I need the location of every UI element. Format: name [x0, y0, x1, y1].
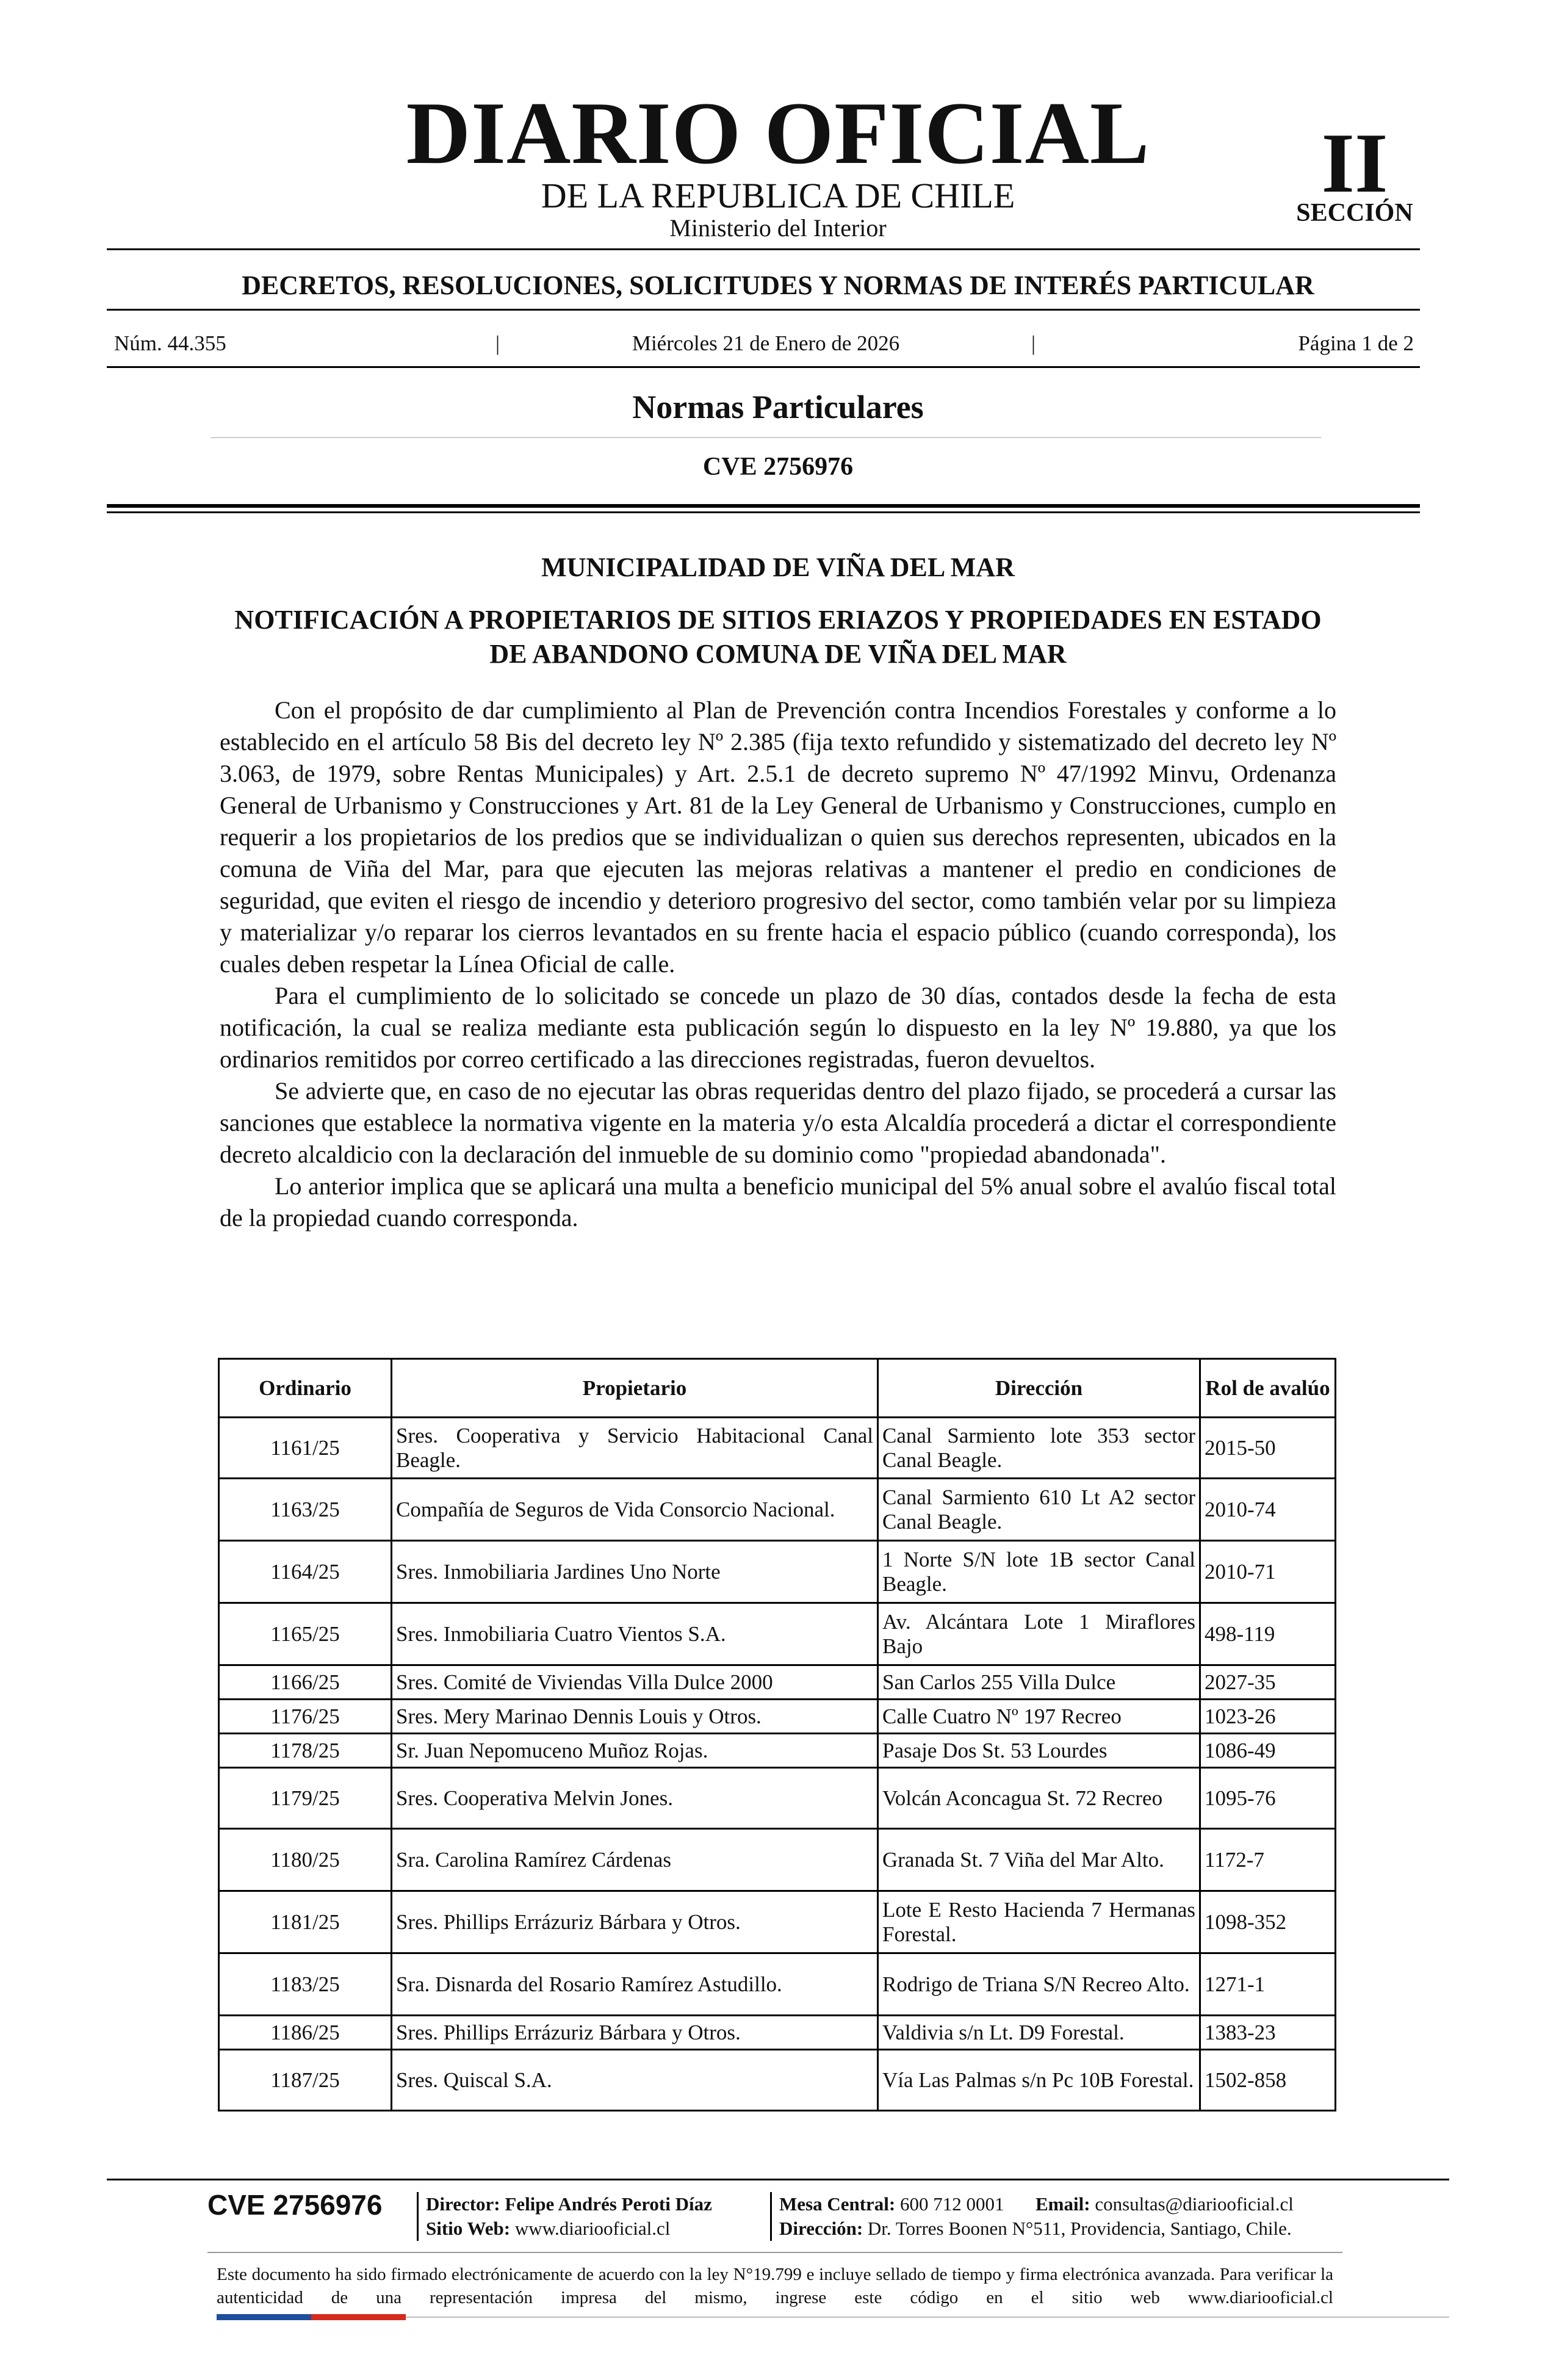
- column-header-ordinario: Ordinario: [219, 1359, 392, 1418]
- masthead-rule: [107, 248, 1420, 250]
- table-row: [219, 1953, 1336, 2016]
- director-name: Felipe Andrés Peroti Díaz: [505, 2193, 712, 2215]
- director-label: Director:: [426, 2193, 500, 2215]
- footer-contact: [779, 2194, 1294, 2213]
- table-row: [219, 1603, 1336, 1665]
- paragraph: Lo anterior implica que se aplicará una multa a beneficio municipal del 5% anual sobre el avalúo fiscal total de la propiedad cuando corresponda.: [220, 1172, 1336, 1231]
- footer-bottom-rule: [406, 2317, 1449, 2318]
- cell-propietario: Sra. Disnarda del Rosario Ramírez Astudillo.: [392, 1953, 878, 2016]
- cell-propietario: Sres. Phillips Errázuriz Bárbara y Otros.: [392, 1891, 878, 1953]
- table-row: [219, 1768, 1336, 1829]
- cell-propietario: Sra. Carolina Ramírez Cárdenas: [392, 1829, 878, 1891]
- notice-body: [220, 694, 1336, 1234]
- signature-note: Este documento ha sido firmado electrónicamente de acuerdo con la ley N°19.799 e incluye sellado de tiempo y firma electrónica avanzada. Para verificar la autenticidad de una representación impresa del mismo, ingrese este código en el sitio web www.diariooficial.cl: [217, 2265, 1333, 2307]
- issue-rule: [107, 366, 1420, 368]
- category-rule: [107, 309, 1420, 311]
- cell-rol: 1502-858: [1200, 2050, 1336, 2111]
- section-label: SECCIÓN: [1296, 199, 1413, 227]
- issue-separator: |: [495, 331, 500, 355]
- cell-propietario: Sres. Phillips Errázuriz Bárbara y Otros.: [392, 2016, 878, 2050]
- footer-note-rule: [207, 2252, 1342, 2253]
- cell-propietario: Sres. Cooperativa y Servicio Habitacional Canal Beagle.: [392, 1418, 878, 1479]
- cell-ordinario: 1186/25: [219, 2016, 392, 2050]
- cell-direccion: Av. Alcántara Lote 1 Miraflores Bajo: [878, 1603, 1200, 1665]
- cell-rol: 1086-49: [1200, 1734, 1336, 1768]
- cell-ordinario: 1180/25: [219, 1829, 392, 1891]
- column-header-direccion: Dirección: [878, 1359, 1200, 1418]
- cell-ordinario: 1178/25: [219, 1734, 392, 1768]
- cell-rol: 498-119: [1200, 1603, 1336, 1665]
- cell-direccion: Lote E Resto Hacienda 7 Hermanas Forestal.: [878, 1891, 1200, 1953]
- cell-propietario: Sres. Inmobiliaria Cuatro Vientos S.A.: [392, 1603, 878, 1665]
- properties-table: [218, 1358, 1336, 2111]
- paragraph: Se advierte que, en caso de no ejecutar las obras requeridas dentro del plazo fijado, se procederá a cursar las sanciones que establece la normativa vigente en la materia y/o esta Alcaldía procederá a dictar el correspondiente decreto alcaldicio con la declaración del inmueble de su dominio como "propiedad abandonada".: [220, 1077, 1336, 1168]
- cell-direccion: San Carlos 255 Villa Dulce: [878, 1665, 1200, 1700]
- cell-ordinario: 1176/25: [219, 1700, 392, 1734]
- header-double-rule: [107, 511, 1420, 513]
- cell-propietario: Compañía de Seguros de Vida Consorcio Nacional.: [392, 1479, 878, 1541]
- header-double-rule: [107, 504, 1420, 508]
- category-heading: DECRETOS, RESOLUCIONES, SOLICITUDES Y NORMAS DE INTERÉS PARTICULAR: [242, 270, 1314, 300]
- footer-cve-code: CVE 2756976: [207, 2189, 383, 2221]
- cell-direccion: Valdivia s/n Lt. D9 Forestal.: [878, 2016, 1200, 2050]
- table-header-row: [219, 1359, 1336, 1418]
- footer-address: [779, 2219, 1292, 2238]
- cell-direccion: Granada St. 7 Viña del Mar Alto.: [878, 1829, 1200, 1891]
- section-title: Normas Particulares: [632, 389, 924, 425]
- table-row: [219, 2050, 1336, 2111]
- table-row: [219, 1891, 1336, 1953]
- cell-propietario: Sres. Quiscal S.A.: [392, 2050, 878, 2111]
- masthead-ministry: Ministerio del Interior: [669, 214, 887, 242]
- cell-rol: 2015-50: [1200, 1418, 1336, 1479]
- cell-ordinario: 1163/25: [219, 1479, 392, 1541]
- cell-propietario: Sres. Cooperativa Melvin Jones.: [392, 1768, 878, 1829]
- table-row: [219, 1541, 1336, 1603]
- masthead-subtitle: DE LA REPUBLICA DE CHILE: [541, 176, 1015, 215]
- cell-direccion: 1 Norte S/N lote 1B sector Canal Beagle.: [878, 1541, 1200, 1603]
- address-text: Dr. Torres Boonen N°511, Providencia, Santiago, Chile.: [867, 2218, 1292, 2239]
- email-label: Email:: [1036, 2193, 1090, 2215]
- footer-rule: [107, 2179, 1449, 2180]
- cell-rol: 2010-74: [1200, 1479, 1336, 1541]
- phone-number: 600 712 0001: [900, 2193, 1004, 2215]
- cell-direccion: Calle Cuatro Nº 197 Recreo: [878, 1700, 1200, 1734]
- section-number: II: [1321, 116, 1388, 211]
- table-row: [219, 1665, 1336, 1700]
- cell-ordinario: 1181/25: [219, 1891, 392, 1953]
- cell-ordinario: 1187/25: [219, 2050, 392, 2111]
- cell-rol: 1271-1: [1200, 1953, 1336, 2016]
- cell-direccion: Canal Sarmiento 610 Lt A2 sector Canal Beagle.: [878, 1479, 1200, 1541]
- cell-direccion: Rodrigo de Triana S/N Recreo Alto.: [878, 1953, 1200, 2016]
- paragraph: Para el cumplimiento de lo solicitado se concede un plazo de 30 días, contados desde la fecha de esta notificación, la cual se realiza mediante esta publicación según lo dispuesto en la ley Nº 19.880, ya que los ordinarios remitidos por correo certificado a las direcciones registradas, fueron devueltos.: [220, 982, 1336, 1073]
- column-header-rol: Rol de avalúo: [1200, 1359, 1336, 1418]
- table-row: [219, 1700, 1336, 1734]
- cell-ordinario: 1166/25: [219, 1665, 392, 1700]
- notice-title: NOTIFICACIÓN A PROPIETARIOS DE SITIOS ERIAZOS Y PROPIEDADES EN ESTADO DE ABANDONO COMUNA DE VIÑA DEL MAR: [234, 605, 1322, 669]
- cell-propietario: Sres. Inmobiliaria Jardines Uno Norte: [392, 1541, 878, 1603]
- table-row: [219, 1829, 1336, 1891]
- cell-rol: 2027-35: [1200, 1665, 1336, 1700]
- cell-rol: 1098-352: [1200, 1891, 1336, 1953]
- issue-page: Página 1 de 2: [1298, 331, 1414, 355]
- cell-ordinario: 1164/25: [219, 1541, 392, 1603]
- cell-direccion: Canal Sarmiento lote 353 sector Canal Beagle.: [878, 1418, 1200, 1479]
- cell-propietario: Sres. Comité de Viviendas Villa Dulce 2000: [392, 1665, 878, 1700]
- website-link[interactable]: www.diariooficial.cl: [514, 2218, 671, 2239]
- paragraph: Con el propósito de dar cumplimiento al Plan de Prevención contra Incendios Forestales y conforme a lo establecido en el artículo 58 Bis del decreto ley Nº 2.385 (fija texto refundido y sistematizado del decreto ley Nº 3.063, de 1979, sobre Rentas Municipales) y Art. 2.5.1 de decreto supremo Nº 47/1992 Minvu, Ordenanza General de Urbanismo y Construcciones y Art. 81 de la Ley General de Urbanismo y Construcciones, cumplo en requerir a los propietarios de los predios que se individualizan o quien sus derechos representen, ubicados en la comuna de Viña del Mar, para que ejecuten las mejoras relativas a mantener el predio en condiciones de seguridad, que eviten el riesgo de incendio y deterioro progresivo del sector, como también velar por su limpieza y materializar y/o reparar los cierros levantados en su frente hacia el espacio público (cuando corresponda), los cuales deben respetar la Línea Oficial de calle.: [220, 696, 1336, 978]
- cell-propietario: Sr. Juan Nepomuceno Muñoz Rojas.: [392, 1734, 878, 1768]
- web-label: Sitio Web:: [426, 2218, 511, 2239]
- cell-rol: 1095-76: [1200, 1768, 1336, 1829]
- cve-code: CVE 2756976: [702, 453, 854, 481]
- flag-stripe-blue: [217, 2314, 311, 2320]
- cell-direccion: Volcán Aconcagua St. 72 Recreo: [878, 1768, 1200, 1829]
- cell-ordinario: 1161/25: [219, 1418, 392, 1479]
- cell-rol: 2010-71: [1200, 1541, 1336, 1603]
- cell-rol: 1172-7: [1200, 1829, 1336, 1891]
- masthead-title: DIARIO OFICIAL: [406, 84, 1150, 182]
- cell-direccion: Vía Las Palmas s/n Pc 10B Forestal.: [878, 2050, 1200, 2111]
- table-row: [219, 1418, 1336, 1479]
- flag-stripe-red: [311, 2314, 406, 2320]
- footer-divider: [770, 2192, 772, 2241]
- cell-propietario: Sres. Mery Marinao Dennis Louis y Otros.: [392, 1700, 878, 1734]
- issue-number: Núm. 44.355: [114, 331, 226, 355]
- table-row: [219, 2016, 1336, 2050]
- table-row: [219, 1479, 1336, 1541]
- phone-label: Mesa Central:: [779, 2193, 896, 2215]
- footer-director: [426, 2194, 712, 2213]
- cell-direccion: Pasaje Dos St. 53 Lourdes: [878, 1734, 1200, 1768]
- address-label: Dirección:: [779, 2218, 863, 2239]
- footer-website: [426, 2219, 670, 2238]
- issue-date: Miércoles 21 de Enero de 2026: [632, 331, 900, 355]
- footer-divider: [417, 2192, 419, 2241]
- table-row: [219, 1734, 1336, 1768]
- issue-separator: |: [1031, 331, 1036, 355]
- column-header-propietario: Propietario: [392, 1359, 878, 1418]
- email-link[interactable]: consultas@diariooficial.cl: [1095, 2193, 1294, 2215]
- municipality-title: MUNICIPALIDAD DE VIÑA DEL MAR: [541, 552, 1015, 582]
- section-title-rule: [211, 437, 1321, 438]
- cell-ordinario: 1183/25: [219, 1953, 392, 2016]
- cell-rol: 1023-26: [1200, 1700, 1336, 1734]
- cell-ordinario: 1165/25: [219, 1603, 392, 1665]
- cell-ordinario: 1179/25: [219, 1768, 392, 1829]
- cell-rol: 1383-23: [1200, 2016, 1336, 2050]
